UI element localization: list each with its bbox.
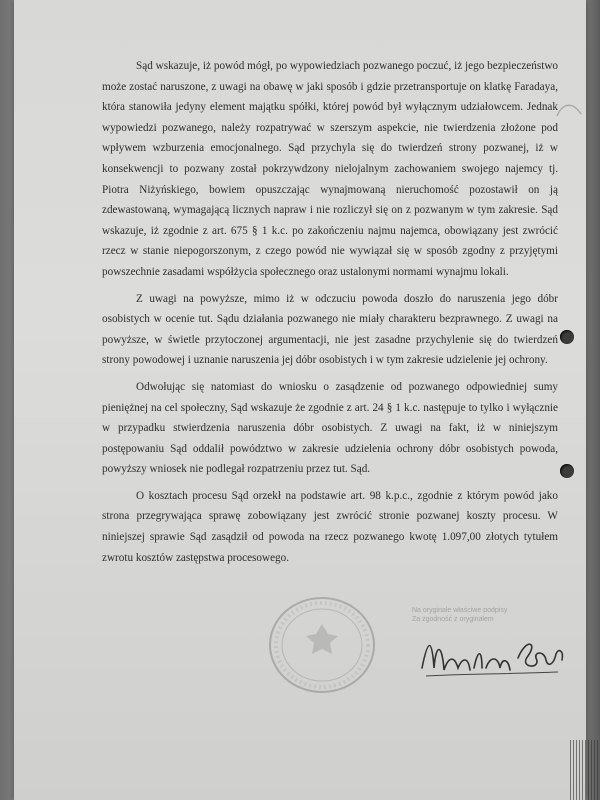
- document-page: [14, 0, 586, 800]
- paragraph-costs: O kosztach procesu Sąd orzekł na podstawie art. 98 k.p.c., zgodnie z którym powód jako strona przegrywająca sprawę zobowiązany jest zwrócić stronie pozwanej koszty procesu. W niniejszej sprawie Sąd zasądził od powoda na rzecz pozwanego kwotę 1.097,00 złotych tytułem zwrotu kosztów zastępstwa procesowego.: [102, 489, 558, 564]
- paragraph-reasoning: Sąd wskazuje, iż powód mógł, po wypowiedziach pozwanego poczuć, iż jego bezpieczeństwo może zostać naruszone, z uwagi na obawę w jaki sposób i gdzie przetransportuje on klatkę Faradaya, która stanowiła jedyny element majątku spółki, której powód był wyłącznym udziałowcem. Jednak wypowiedzi pozwanego, należy rozpatrywać w szerszym aspekcie, nie twierdzenia złożone pod wpływem wzburzenia emocjonalnego. Sąd przychyla się do twierdzeń strony pozwanej, iż w konsekwencji to pozwany został pokrzywdzony nielojalnym zachowaniem swojego najemcy tj. Piotra Niżyńskiego, bowiem opuszczając wynajmowaną nieruchomość pozostawił on ją zdewastowaną, wymagającą licznych napraw i nie rozliczył się on z pozwanym w tym zakresie. Sąd wskazuje, iż zgodnie z art. 675 § 1 k.c. po zakończeniu najmu najemca, obowiązany jest zwrócić rzecz w stanie niepogorszonym, z czego powód nie wywiązał się w sposób zgodny z przyjętymi powszechnie zasadami współżycia społecznego oraz ustalonymi normami wynajmu lokali.: [102, 60, 558, 278]
- certification-stamp: [412, 606, 572, 624]
- paragraph-conclusion: Z uwagi na powyższe, mimo iż w odczuciu powoda doszło do naruszenia jego dóbr osobistych w ocenie tut. Sądu działania pozwanego nie miały charakteru bezprawnego. Z uwagi na powyższe, w świetle przytoczonej argumentacji, nie jest zasadne przychylenie się do twierdzeń strony powodowej i uznanie naruszenia jej dóbr osobistych i w tym zakresie udzielenie jej ochrony.: [102, 292, 558, 367]
- punch-hole: [560, 464, 574, 478]
- handwritten-signature: [418, 628, 568, 698]
- barcode-edge: [570, 740, 598, 800]
- paragraph-social-purpose: Odwołując się natomiast do wniosku o zasądzenie od pozwanego odpowiedniej sumy pieniężnej na cel społeczny, Sąd wskazuje że zgodnie z art. 24 § 1 k.c. następuje to tylko i wyłącznie w przypadku stwierdzenia naruszenia dóbr osobistych. Z uwagi na fakt, iż w niniejszym postępowaniu Sąd oddalił powództwo w zakresie udzielenia ochrony dóbr osobistych powoda, powyższy wniosek nie podlegał rozpatrzeniu przez tut. Sąd.: [102, 380, 558, 476]
- punch-hole: [560, 330, 574, 344]
- round-seal-stamp: [266, 594, 378, 696]
- document-body: [102, 56, 558, 568]
- stamp-line: Na oryginale właściwe podpisy: [412, 607, 508, 614]
- pencil-mark: [555, 96, 585, 126]
- stamp-line: Za zgodność z oryginałem: [412, 616, 494, 623]
